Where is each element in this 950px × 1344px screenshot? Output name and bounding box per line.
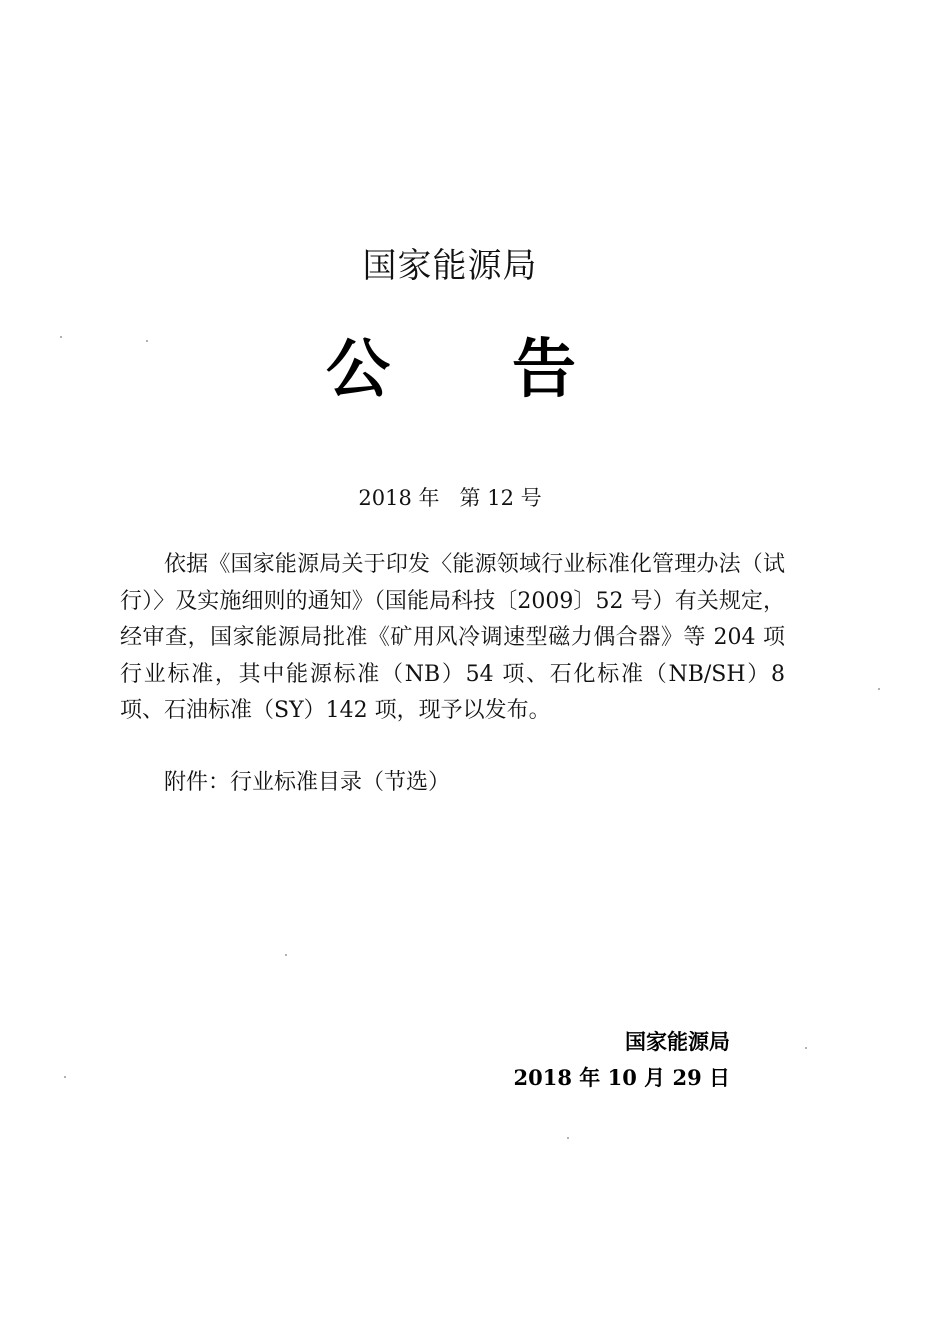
- document-type-char-2: 告: [512, 333, 576, 407]
- scan-speck: [146, 340, 148, 342]
- document-type-char-1: 公: [326, 333, 390, 407]
- issuer-title: 国家能源局: [362, 246, 538, 286]
- notice-body-paragraph: 依据《国家能源局关于印发〈能源领域行业标准化管理办法（试行）〉及实施细则的通知》（国能局科技〔2009〕52 号）有关规定，经审查，国家能源局批准《矿用风冷调速型磁力偶合器》等 204 项行业标准，其中能源标准（NB）54 项、石化标准（NB/SH）8 项、石油标准（SY）142 项，现予以发布。: [120, 552, 785, 723]
- attachment-line: 附件：行业标准目录（节选）: [164, 770, 451, 795]
- document-type-heading: [326, 318, 576, 410]
- scan-speck: [64, 1076, 66, 1078]
- document-number: 2018 年 第 12 号: [358, 486, 542, 510]
- scan-speck: [567, 1137, 569, 1139]
- scan-speck: [285, 954, 287, 956]
- scan-speck: [805, 1047, 807, 1049]
- scan-speck: [60, 336, 62, 338]
- signature-issuer: 国家能源局: [625, 1030, 730, 1054]
- signature-date: 2018 年 10 月 29 日: [513, 1065, 730, 1090]
- scan-speck: [878, 688, 880, 690]
